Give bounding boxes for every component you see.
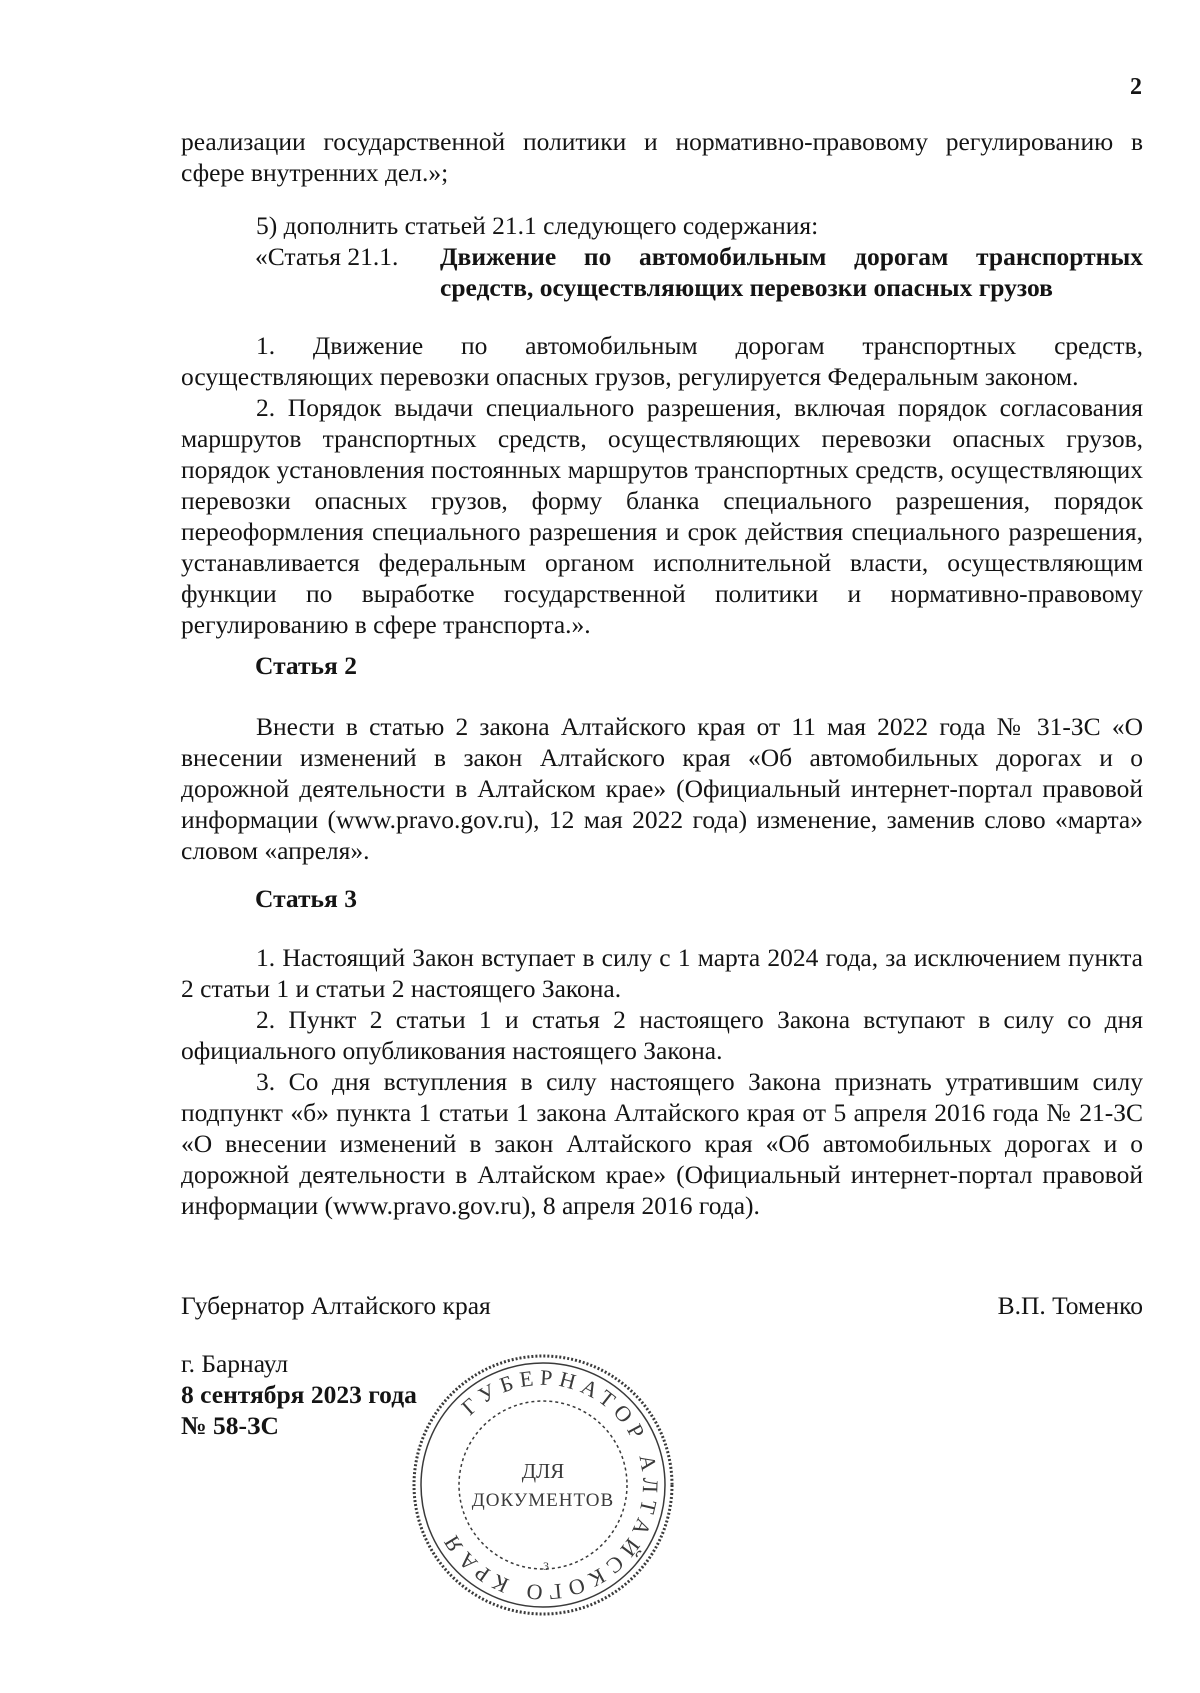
article-3-paragraph-1: 1. Настоящий Закон вступает в силу с 1 марта 2024 года, за исключением пункта 2 статьи 1 и статьи 2 настоящего Закона.: [181, 943, 1143, 1003]
seal-center-line-2: ДОКУМЕНТОВ: [471, 1490, 615, 1511]
law-number: № 58-ЗС: [181, 1411, 279, 1440]
signing-city: г. Барнаул: [181, 1349, 289, 1378]
article-21-1-title: Движение по автомобильным дорогам транспортных средств, осуществляющих перевозки опасных грузов: [440, 242, 1143, 302]
article-3-paragraph-2: 2. Пункт 2 статьи 1 и статья 2 настоящего Закона вступают в силу со дня официального опубликования настоящего Закона.: [181, 1005, 1143, 1065]
seal-ring-textpath: ГУБЕРНАТОР АЛТАЙСКОГО КРАЯ: [435, 1364, 664, 1606]
continuation-paragraph: реализации государственной политики и нормативно-правовому регулированию в сфере внутренних дел.»;: [181, 127, 1143, 187]
article-21-1-label: «Статья 21.1.: [255, 242, 399, 271]
signature-name: В.П. Томенко: [997, 1291, 1143, 1320]
article-2-heading: Статья 2: [255, 651, 357, 680]
official-seal-stamp: [408, 1350, 678, 1620]
article-3-paragraph-3: 3. Со дня вступления в силу настоящего Закона признать утратившим силу подпункт «б» пункта 1 статьи 1 закона Алтайского края от 5 апреля 2016 года № 21-ЗС «О внесении изменений в закон Алтайского края «Об автомобильных дорогах и о дорожной деятельности в Алтайском крае» (Официальный интернет-портал правовой информации (www.pravo.gov.ru), 8 апреля 2016 года).: [181, 1067, 1143, 1220]
seal-ring-text: [435, 1365, 663, 1606]
signature-position: Губернатор Алтайского края: [181, 1291, 491, 1320]
seal-center-line-1: ДЛЯ: [521, 1459, 565, 1483]
seal-number: 3: [543, 1559, 549, 1573]
signing-date: 8 сентября 2023 года: [181, 1380, 417, 1409]
article-2-text: Внести в статью 2 закона Алтайского края от 11 мая 2022 года № 31-ЗС «О внесении изменений в закон Алтайского края «Об автомобильных дорогах и о дорожной деятельности в Алтайском крае» (Официальный интернет-портал правовой информации (www.pravo.gov.ru), 12 мая 2022 года) изменение, заменив слово «марта» словом «апреля».: [181, 712, 1143, 865]
page-number: 2: [1130, 74, 1142, 100]
article-3-heading: Статья 3: [255, 884, 357, 913]
article-21-1-paragraph-2: 2. Порядок выдачи специального разрешения, включая порядок согласования маршрутов транспортных средств, осуществляющих перевозки опасных грузов, порядок установления постоянных маршрутов транспортных средств, осуществляющих перевозки опасных грузов, форму бланка специального разрешения, порядок переоформления специального разрешения и срок действия специального разрешения, устанавливается федеральным органом исполнительной власти, осуществляющим функции по выработке государственной политики и нормативно-правовому регулированию в сфере транспорта.».: [181, 393, 1143, 639]
item5-intro: 5) дополнить статьей 21.1 следующего содержания:: [256, 211, 819, 240]
article-21-1-paragraph-1: 1. Движение по автомобильным дорогам транспортных средств, осуществляющих перевозки опасных грузов, регулируется Федеральным законом.: [181, 331, 1143, 391]
